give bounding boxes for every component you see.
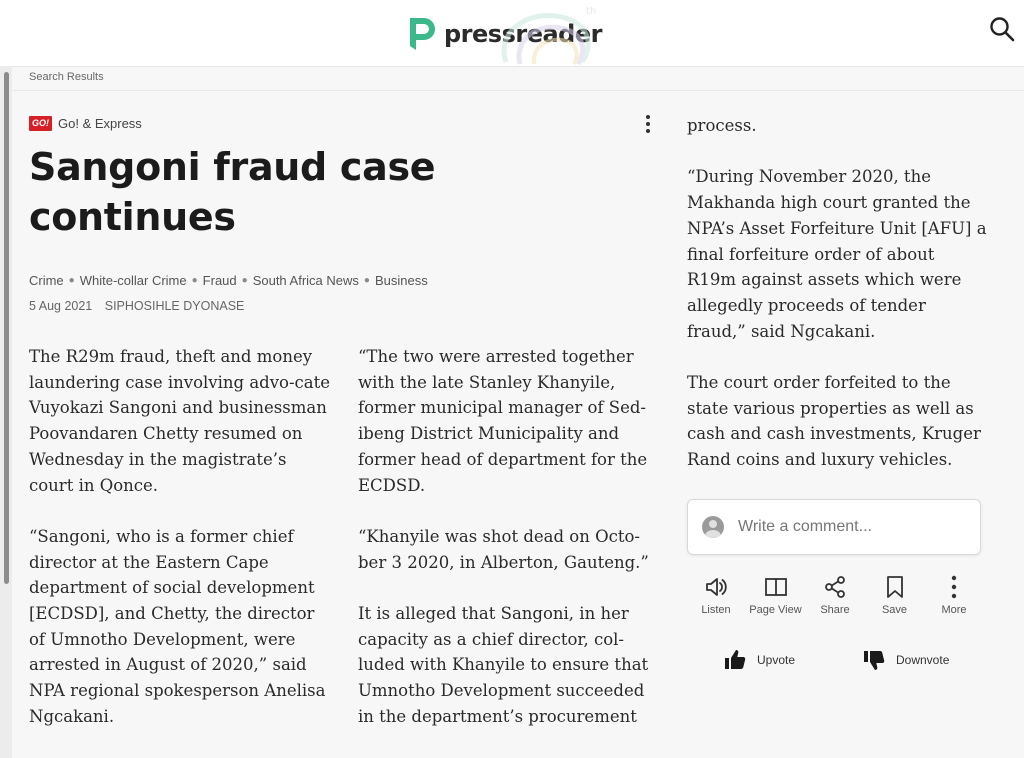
upvote-button[interactable] (723, 648, 795, 672)
more-button[interactable] (925, 574, 983, 616)
article-menu-button[interactable] (638, 112, 658, 136)
paragraph: “During November 2020, the Makhanda high court granted the NPA’s Asset Forfeiture Unit [AFU] a final forfeiture order of about R19m against assets which were allegedly proceeds of tender fraud,” said Ngcakani. (687, 167, 987, 341)
search-icon[interactable] (988, 15, 1016, 43)
action-label: Share (820, 604, 850, 616)
paragraph: The R29m fraud, theft and money laundering case involving advo-cate Vuyokazi Sangoni and businessman Poovandaren Chetty resumed on Wednesday in the magistrate’s court in Qonce. (29, 347, 331, 495)
listen-button[interactable] (687, 574, 745, 616)
bookmark-icon (882, 574, 908, 600)
dot-icon (646, 115, 650, 119)
thumbs-down-icon (862, 648, 886, 672)
action-label: More (941, 604, 967, 616)
paragraph: “Sangoni, who is a former chief director at the Eastern Cape department of social development [ECDSD], and Chetty, the director of Umnotho Development, were arrested in August of 2020,” said NPA regional spokesperson Anelisa Ngcakani. (29, 526, 326, 726)
tag-fraud[interactable]: Fraud (202, 273, 237, 288)
article-column-1 (29, 344, 331, 755)
paragraph: “Khanyile was shot dead on Octo-ber 3 2020, in Alberton, Gauteng.” (358, 526, 649, 572)
anniversary-badge (486, 2, 610, 66)
tag-white-collar-crime[interactable]: White-collar Crime (79, 273, 187, 288)
source-row (29, 116, 142, 131)
more-icon (941, 574, 967, 600)
article-actions (687, 574, 983, 616)
paragraph: It is alleged that Sangoni, in her capacity as a chief director, col-luded with Khanyile to ensure that Umnotho Development succeeded in the department’s procurement (358, 604, 649, 726)
article-column-3 (687, 113, 987, 499)
svg-text:th: th (586, 6, 597, 17)
action-label: Listen (701, 604, 731, 616)
comment-box[interactable] (687, 499, 981, 555)
article-headline: Sangoni fraud case continues (29, 145, 436, 239)
author-name[interactable]: SIPHOSIHLE DYONASE (104, 299, 245, 313)
paragraph: The court order forfeited to the state various properties as well as cash and cash investments, Kruger Rand coins and luxury vehicles. (687, 373, 981, 470)
article-column-2 (358, 344, 660, 755)
comment-input[interactable] (736, 517, 970, 537)
tag-separator: ● (241, 275, 248, 286)
source-logo[interactable]: GO! (29, 116, 52, 131)
source-name[interactable]: Go! & Express (58, 116, 142, 131)
tag-south-africa-news[interactable]: South Africa News (252, 273, 359, 288)
downvote-label: Downvote (896, 653, 950, 667)
byline (29, 299, 244, 313)
breadcrumb[interactable]: Search Results (29, 71, 104, 83)
tag-separator: ● (68, 275, 75, 286)
action-label: Page View (749, 604, 802, 616)
share-icon (822, 574, 848, 600)
save-button[interactable] (866, 574, 924, 616)
page-view-button[interactable] (747, 574, 805, 616)
action-label: Save (881, 604, 908, 616)
thumbs-up-icon (723, 648, 747, 672)
upvote-label: Upvote (757, 653, 796, 667)
dot-icon (646, 129, 650, 133)
speaker-icon (703, 574, 729, 600)
dot-icon (646, 122, 650, 126)
publish-date: 5 Aug 2021 (29, 299, 93, 313)
divider (12, 90, 1024, 91)
pressreader-logo-icon (404, 14, 438, 54)
page-view-icon (763, 574, 789, 600)
scrollbar-thumb[interactable] (4, 72, 9, 584)
top-bar (0, 0, 1024, 67)
paragraph: process. (687, 116, 757, 135)
tag-separator: ● (363, 275, 370, 286)
brand-name: pressreader (444, 20, 602, 48)
paragraph: “The two were arrested together with the late Stanley Khanyile, former municipal manager of Sed-ibeng District Municipality and former head of department for the ECDSD. (358, 347, 648, 495)
tag-crime[interactable]: Crime (29, 273, 64, 288)
tag-separator: ● (191, 275, 198, 286)
share-button[interactable] (806, 574, 864, 616)
user-avatar-icon (702, 516, 724, 538)
tag-business[interactable]: Business (374, 273, 428, 288)
downvote-button[interactable] (862, 648, 949, 672)
tag-list (29, 273, 428, 288)
